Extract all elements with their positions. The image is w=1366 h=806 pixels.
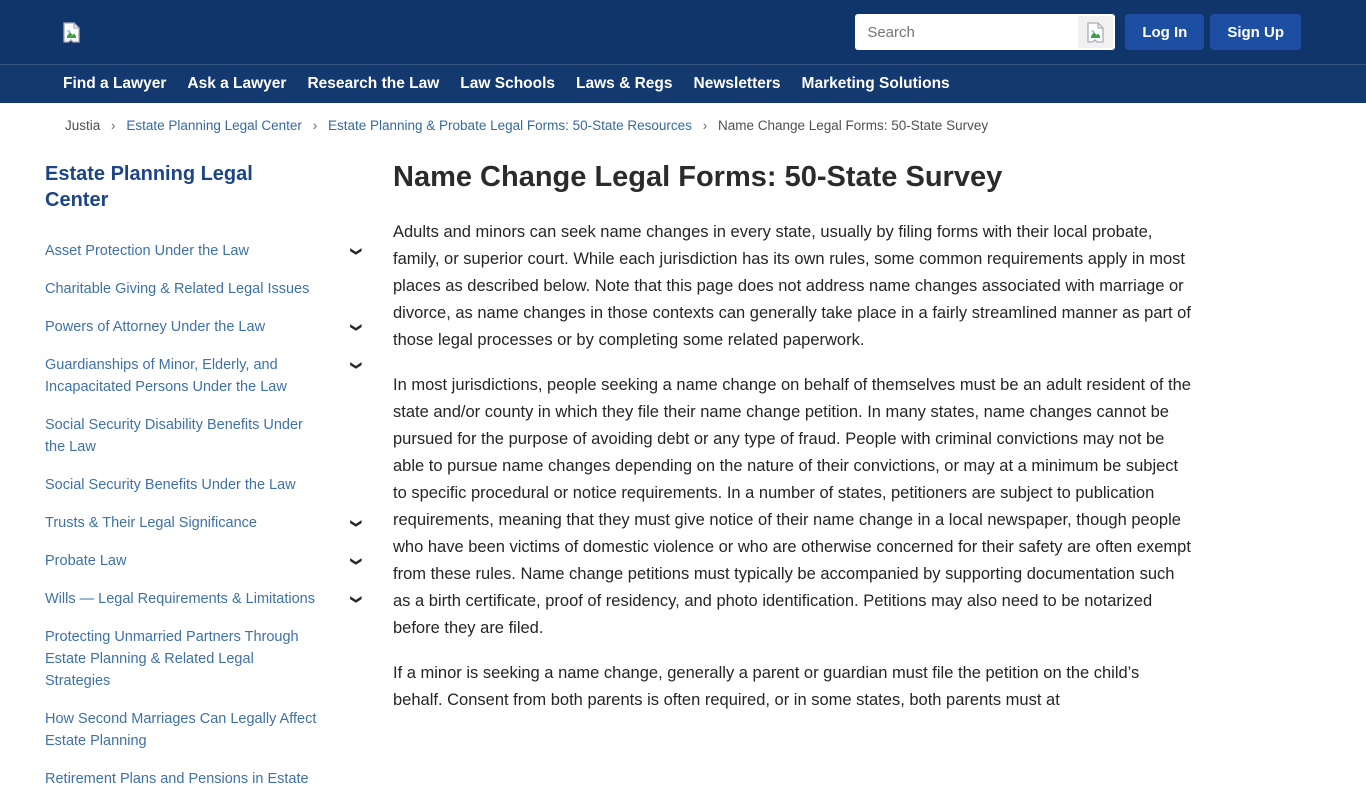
nav-item-research-the-law[interactable]: Research the Law	[307, 75, 440, 92]
sidebar-item-label: Social Security Benefits Under the Law	[45, 477, 296, 493]
sidebar-item-wills[interactable]	[45, 588, 360, 610]
sidebar-item-guardianships[interactable]	[45, 354, 360, 398]
chevron-down-icon[interactable]: ❯	[349, 518, 362, 529]
article-paragraph: In most jurisdictions, people seeking a name change on behalf of themselves must be an adult resident of the state and/or county in which they file their name change petition. In many states, name changes cannot be pursued for the purpose of avoiding debt or any type of fraud. People with criminal convictions may not be able to pursue name changes depending on the nature of their convictions, or may at a minimum be subject to specific procedural or notice requirements. In a number of states, petitioners are subject to publication requirements, meaning that they must give notice of their name change in a local newspaper, though people who have been victims of domestic violence or who are otherwise concerned for their safety are often exempt from these rules. Name change petitions must typically be accompanied by supporting documentation such as a birth certificate, proof of residency, and photo identification. Petitions may also need to be notarized before they are filed.	[393, 376, 1191, 637]
search-input[interactable]	[855, 14, 1078, 50]
sidebar-item-label: Protecting Unmarried Partners Through Estate Planning & Related Legal Strategies	[45, 629, 299, 689]
header-actions	[855, 14, 1301, 50]
search-form	[855, 14, 1115, 50]
breadcrumb-item-justia[interactable]: Justia	[65, 118, 101, 133]
login-button[interactable]: Log In	[1125, 14, 1204, 50]
sidebar-title[interactable]: Estate Planning Legal Center	[45, 163, 253, 211]
breadcrumb-item-current-page: Name Change Legal Forms: 50-State Survey	[717, 118, 989, 133]
breadcrumb	[0, 103, 1366, 133]
site-header	[0, 0, 1366, 103]
sidebar-item-label: Powers of Attorney Under the Law	[45, 319, 266, 335]
article	[393, 161, 1193, 732]
broken-image-icon	[63, 22, 80, 43]
signup-button[interactable]: Sign Up	[1210, 14, 1301, 50]
sidebar-item-powers-of-attorney[interactable]	[45, 316, 360, 338]
chevron-down-icon[interactable]: ❯	[349, 246, 362, 257]
nav-item-newsletters[interactable]: Newsletters	[693, 75, 781, 92]
broken-image-icon	[1087, 22, 1104, 43]
main-navigation	[0, 64, 1366, 103]
sidebar-item-asset-protection[interactable]	[45, 240, 360, 262]
sidebar-item-trusts[interactable]	[45, 512, 360, 534]
sidebar-item-label: Trusts & Their Legal Significance	[45, 515, 257, 531]
header-top-bar	[0, 0, 1366, 64]
article-paragraph: If a minor is seeking a name change, generally a parent or guardian must file the petition on the child’s behalf. Consent from both parents is often required, or in some states, both parents must at	[393, 664, 1140, 709]
sidebar-item-second-marriages[interactable]	[45, 708, 360, 752]
sidebar-item-unmarried-partners[interactable]	[45, 626, 360, 692]
sidebar-item-label: Guardianships of Minor, Elderly, and Incapacitated Persons Under the Law	[45, 357, 287, 395]
breadcrumb-separator: ›	[312, 118, 318, 133]
sidebar-item-label: How Second Marriages Can Legally Affect Estate Planning	[45, 711, 317, 749]
sidebar-item-retirement-plans[interactable]	[45, 768, 360, 790]
sidebar-item-charitable-giving[interactable]	[45, 278, 360, 300]
sidebar-item-label: Asset Protection Under the Law	[45, 243, 249, 259]
nav-item-law-schools[interactable]: Law Schools	[460, 75, 556, 92]
breadcrumb-item-estate-planning-legal-center[interactable]: Estate Planning Legal Center	[126, 118, 302, 133]
nav-item-find-a-lawyer[interactable]: Find a Lawyer	[63, 75, 167, 92]
chevron-down-icon[interactable]: ❯	[349, 594, 362, 605]
nav-item-laws-and-regs[interactable]: Laws & Regs	[576, 75, 673, 92]
sidebar-item-label: Social Security Disability Benefits Under the Law	[45, 417, 303, 455]
sidebar-item-label: Charitable Giving & Related Legal Issues	[45, 281, 310, 297]
chevron-down-icon[interactable]: ❯	[349, 322, 362, 333]
nav-item-ask-a-lawyer[interactable]: Ask a Lawyer	[187, 75, 287, 92]
breadcrumb-item-legal-forms-resources[interactable]: Estate Planning & Probate Legal Forms: 50-State Resources	[327, 118, 692, 133]
sidebar-item-ss-benefits[interactable]	[45, 474, 360, 496]
sidebar-item-ss-disability-benefits[interactable]	[45, 414, 360, 458]
breadcrumb-separator: ›	[702, 118, 708, 133]
chevron-down-icon[interactable]: ❯	[349, 556, 362, 567]
sidebar-item-label: Retirement Plans and Pensions in Estate	[45, 771, 309, 787]
page-content	[0, 133, 1366, 806]
article-paragraph: Adults and minors can seek name changes in every state, usually by filing forms with their local probate, family, or superior court. While each jurisdiction has its own rules, some common requirements apply in most places as described below. Note that this page does not address name changes associated with marriage or divorce, as name changes in those contexts can generally take place in a fairly streamlined manner as part of those legal processes or by completing some related paperwork.	[393, 223, 1191, 349]
justia-logo-broken-image-icon[interactable]	[63, 22, 80, 43]
breadcrumb-separator: ›	[111, 118, 116, 133]
nav-item-marketing-solutions[interactable]: Marketing Solutions	[801, 75, 950, 92]
sidebar-item-label: Wills — Legal Requirements & Limitations	[45, 591, 315, 607]
search-button[interactable]	[1078, 16, 1113, 48]
sidebar-item-label: Probate Law	[45, 553, 127, 569]
page-title: Name Change Legal Forms: 50-State Survey	[393, 161, 1003, 193]
sidebar-estate-planning	[45, 161, 360, 806]
sidebar-item-probate-law[interactable]	[45, 550, 360, 572]
chevron-down-icon[interactable]: ❯	[349, 360, 362, 371]
